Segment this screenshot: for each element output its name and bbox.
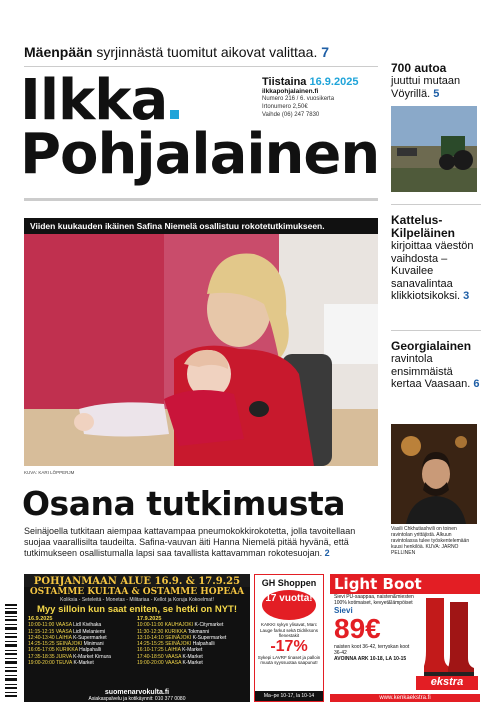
- right-story-kattelus-page: 3: [463, 290, 470, 302]
- ad-gold-day1-time: 19:00-20:00: [28, 660, 55, 667]
- main-lead-page: 2: [324, 548, 330, 558]
- ad-gold-day2-place: SEINÄJOKI: [165, 634, 192, 641]
- ad-gold-day1-store: Lidl Kivihaka: [73, 622, 102, 629]
- right-story-kattelus-text: kirjoittaa väestön vaihdosta – Kuvailee sanavalintaa klikkiotsikoksi.: [391, 240, 474, 302]
- ad-boot-sizes: naisten koot 36-42, terryskan koot 36-42: [334, 644, 410, 656]
- ad-gold-day2-store: K-Market: [182, 660, 203, 667]
- restaurant-owner-image: [391, 424, 477, 524]
- issue-date: 16.9.2025: [309, 76, 359, 88]
- ad-gh-hours: Ma–pe 10-17, la 10-14: [255, 691, 323, 701]
- issue-number: Numero 216 / 6. vuosikerta: [262, 96, 335, 102]
- top-teaser-page: 7: [321, 44, 330, 60]
- ad-gold-schedule-day1: [28, 616, 137, 666]
- ad-boot-site[interactable]: www.kenkaekstra.fi: [330, 694, 480, 702]
- ad-gh-shoppen[interactable]: [254, 574, 324, 702]
- masthead-line1: Ilkka: [20, 68, 168, 133]
- restaurant-photo[interactable]: [391, 424, 477, 524]
- ad-gold-day1-time: 11:15-12:15: [28, 628, 55, 635]
- top-teaser[interactable]: [24, 44, 374, 61]
- boots-image: [422, 596, 476, 678]
- ad-gold-day2-store: K-Market: [182, 653, 203, 660]
- ad-light-boot[interactable]: [330, 574, 480, 702]
- ad-gold-day2-time: 10:00-11:00: [137, 622, 164, 629]
- ad-gold-day1-store: K-Market Kirnura: [73, 653, 111, 660]
- ad-gold-day2-place: VAASA: [165, 660, 182, 667]
- ad-gold-day1-place: SEINÄJOKI: [56, 641, 83, 648]
- right-story-autos-text: juuttui mutaan Vöyrillä.: [391, 75, 461, 100]
- ad-gold-day2-store: Tokmanni: [187, 628, 210, 635]
- ad-gold-day1-store: K-Market: [73, 660, 94, 667]
- right-story-autos[interactable]: [391, 62, 481, 100]
- ad-gold-buyer[interactable]: [24, 574, 250, 702]
- main-lead-text: Seinäjoella tutkitaan aiempaa kattavampaa pneumokokkirokotetta, jolla tavoitellaan suojaa vaarallisilta taudeilta. Safina-vauvan äiti Hanna Niemelä pitää hyvänä, että tutkimukseen osallistumalla lapsi saa tavallista kattavamman rokotesuojan.: [24, 526, 356, 558]
- ad-gold-day1-place: TEUVA: [56, 660, 73, 667]
- ad-gold-day2-row: [137, 660, 246, 666]
- ad-gold-day2-place: SEINÄJOKI: [165, 641, 192, 648]
- ad-gh-text1: KAIKKI sykyn ylisavat, Marc Lauge farkut sekä Didriksons flenestakit: [259, 622, 319, 638]
- ad-boot-hours: AVOINNA ARK 10-18, LA 10-15: [334, 656, 407, 662]
- weekday: Tiistaina: [262, 76, 307, 88]
- ad-gold-day1-time: 17:35-18:35: [28, 653, 55, 660]
- right-story-kattelus[interactable]: [391, 214, 481, 303]
- section-rule: [24, 198, 378, 201]
- ad-gold-site: suomenarvokulta.fi: [104, 689, 170, 696]
- ad-gold-day2-time: 19:00-20:00: [137, 660, 164, 667]
- ad-gh-discount: -17%: [270, 637, 308, 655]
- restaurant-caption-credit: KUVA: JARNO PELLINEN: [391, 544, 459, 556]
- ad-gold-day2-time: 11:30-12:30: [137, 628, 164, 635]
- ad-gold-phone: Asiakaspalvelu ja kotikäynnit: 010 377 0080: [88, 696, 186, 702]
- masthead-dot: [170, 110, 179, 119]
- ad-gold-day2-time: 17:40-18:50: [137, 653, 164, 660]
- ad-gold-day2-store: K-Citymarket: [194, 622, 224, 629]
- tractor-image: [391, 106, 477, 192]
- restaurant-caption: [391, 526, 479, 556]
- site-url[interactable]: ilkkapohjalainen.fi: [262, 88, 319, 95]
- masthead-line2: Pohjalainen: [20, 122, 380, 187]
- ad-boot-line2: 100% kotimaiset, kevyet&lämpöiset: [334, 600, 413, 606]
- photo-credit: KUVA: KARI LÖPPERJM: [24, 470, 75, 475]
- top-rule: [24, 66, 378, 67]
- ad-gold-day2-store: K-Supermarket: [192, 634, 227, 641]
- right-story-georgia-title: Georgialainen: [391, 339, 472, 353]
- right-story-kattelus-title: Kattelus-Kilpeläinen: [391, 213, 456, 240]
- restaurant-caption-text: Vasili Chkhutiashvili on toinen ravintolan yrittäjistä. Alkuun ravintolassa tulee työskentelemään kuusi henkilöä.: [391, 526, 470, 550]
- ad-boot-title: Light Boot: [330, 574, 480, 594]
- main-headline[interactable]: Osana tutkimusta: [22, 484, 346, 523]
- ad-gold-day1-store: Minimani: [83, 641, 104, 648]
- ad-gold-day1-store: K-Supermarket: [73, 634, 107, 641]
- top-teaser-lead: Mäenpään: [24, 44, 93, 60]
- ad-gold-day1-place: LAIHIA: [56, 634, 72, 641]
- tractor-photo[interactable]: [391, 106, 477, 192]
- ad-boot-line1: Sievi PU-saappaa, naisten&miesten: [334, 594, 414, 600]
- photo-caption: Viiden kuukauden ikäinen Safina Niemelä osallistuu rokotetutkimukseen.: [24, 218, 378, 234]
- right-story-autos-page: 5: [433, 87, 440, 100]
- right-story-georgia[interactable]: [391, 340, 481, 391]
- ad-gold-header: POHJANMAAN ALUE 16.9. & 17.9.25: [24, 574, 250, 587]
- ad-gold-day2-time: 16:10-17:25: [137, 647, 164, 654]
- main-photo[interactable]: [24, 234, 378, 466]
- right-story-autos-title: 700 autoa: [391, 61, 447, 75]
- ad-gold-slogan: Myy silloin kun saat eniten, se hetki on NYT!: [36, 604, 238, 615]
- ad-gold-day2-place: LAIHIA: [165, 647, 181, 654]
- ad-gold-day1-place: KURIKKA: [56, 647, 78, 654]
- ad-gold-day2-place: VAASA: [165, 653, 182, 660]
- ad-gh-logo: GH Shoppen: [261, 578, 317, 588]
- ad-gh-burst: 17 vuotta!: [262, 590, 316, 620]
- ad-gold-sub: Koliksia - Seteleitä - Monetas - Militariaa - Kellot ja Koruja Kokoelmat!: [60, 597, 214, 603]
- ad-gold-day1-time: 12:40-13:40: [28, 634, 55, 641]
- ad-gold-day1-time: 14:25-15:25: [28, 641, 55, 648]
- ad-boot-ekstra-logo: ekstra: [416, 676, 478, 690]
- issue-info: [262, 76, 378, 119]
- ad-gold-schedule-day2: [137, 616, 246, 666]
- right-rule-1: [391, 204, 481, 205]
- top-teaser-text: syrjinnästä tuomitut aikovat valittaa.: [92, 44, 318, 60]
- ad-gold-day2-store: K-Market: [182, 647, 203, 654]
- ad-gold-day1: 16.9.2025: [28, 616, 53, 622]
- right-story-georgia-text: ravintola ensimmäistä kertaa Vaasaan.: [391, 353, 471, 390]
- ad-boot-price: 89€: [334, 613, 381, 644]
- ad-gold-day2: 17.9.2025: [137, 616, 162, 622]
- ad-gold-day1-time: 16:05-17:05: [28, 647, 55, 654]
- ad-gold-footer[interactable]: [24, 689, 250, 702]
- ad-gold-day1-place: JURVA: [56, 653, 72, 660]
- issue-price: Irtonumero 2,50€: [262, 104, 308, 110]
- ad-gold-day2-place: KAUHAJOKI: [164, 622, 194, 629]
- ad-gold-day1-place: VAASA: [55, 622, 72, 629]
- right-story-georgia-page: 6: [473, 378, 480, 390]
- ad-gold-day1-row: [28, 660, 137, 666]
- ad-gold-day2-store: Halpahalli: [192, 641, 215, 648]
- right-rule-2: [391, 330, 481, 331]
- main-lead: [24, 526, 380, 559]
- ad-gold-day2-time: 14:25-15:25: [137, 641, 164, 648]
- ad-gold-day1-store: Lidl Melaniemi: [73, 628, 106, 635]
- ad-row: [0, 574, 500, 714]
- ad-gold-day2-place: KURIKKA: [164, 628, 187, 635]
- ad-gold-day1-place: VAASA: [55, 628, 72, 635]
- ad-gold-day1-store: Halpahalli: [79, 647, 102, 654]
- mother-baby-image: [24, 234, 378, 466]
- ad-gold-header2: OSTAMME KULTAA & OSTAMME HOPEAA: [29, 587, 245, 597]
- ad-gold-day2-time: 13:10-14:10: [137, 634, 164, 641]
- ad-gold-day1-time: 10:00-11:00: [28, 622, 55, 629]
- ad-boot-brand: Sievi: [334, 606, 353, 615]
- ad-gh-text2: Sykepi LAVRF tinaset ja palloin muuta syyssuotaa saapunut!: [257, 654, 321, 665]
- phone-number: Vaihde (06) 247 7830: [262, 112, 320, 118]
